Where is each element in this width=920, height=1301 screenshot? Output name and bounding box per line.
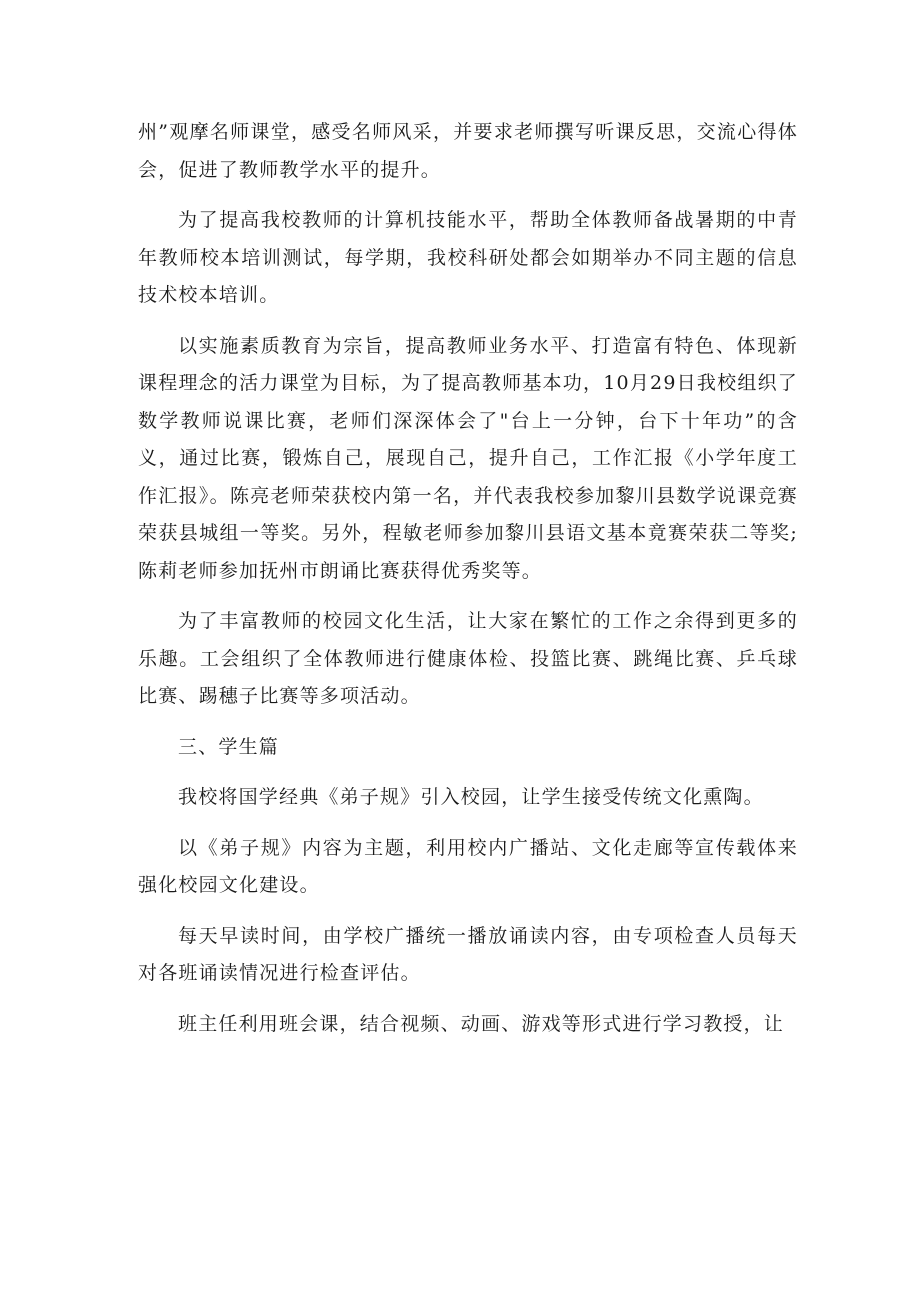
paragraph-class-meeting: 班主任利用班会课，结合视频、动画、游戏等形式进行学习教授，让 [178, 1012, 785, 1035]
paragraph-morning-reading: 每天早读时间，由学校广播统一播放诵读内容，由专项检查人员每天对各班诵读情况进行检查评估。 [138, 924, 798, 984]
paragraph-computer-training: 为了提高我校教师的计算机技能水平，帮助全体教师备战暑期的中青年教师校本培训测试，每学期，我校科研处都会如期举办不同主题的信息技术校本培训。 [138, 209, 798, 306]
paragraph-dizigui-intro: 我校将国学经典《弟子规》引入校园，让学生接受传统文化熏陶。 [178, 786, 764, 808]
paragraph-lecture-competition: 以实施素质教育为宗旨，提高教师业务水平、打造富有特色、体现新课程理念的活力课堂为目标，为了提高教师基本功，10月29日我校组织了数学教师说课比赛，老师们深深体会了"台上一分钟，台下十年功”的含义，通过比赛，锻炼自己，展现自己，提升自己，工作汇报《小学年度工作汇报》。陈亮老师荣获校内第一名，并代表我校参加黎川县数学说课竞赛荣获县城组一等奖。另外，程敏老师参加黎川县语文基本竟赛荣获二等奖;陈莉老师参加抚州市朗诵比赛获得优秀奖等。 [138, 334, 798, 582]
paragraph-union-activities: 为了丰富教师的校园文化生活，让大家在繁忙的工作之余得到更多的乐趣。工会组织了全体教师进行健康体检、投篮比赛、跳绳比赛、乒乓球比赛、踢穗子比赛等多项活动。 [138, 610, 798, 707]
paragraph-dizigui-theme: 以《弟子规》内容为主题，利用校内广播站、文化走廊等宣传载体来强化校园文化建设。 [138, 836, 798, 896]
paragraph-continuation: 州”观摩名师课堂，感受名师风采，并要求老师撰写听课反思，交流心得体会，促进了教师教学水平的提升。 [138, 121, 798, 181]
section-heading-students: 三、学生篇 [178, 735, 280, 758]
document-body [138, 114, 798, 1056]
